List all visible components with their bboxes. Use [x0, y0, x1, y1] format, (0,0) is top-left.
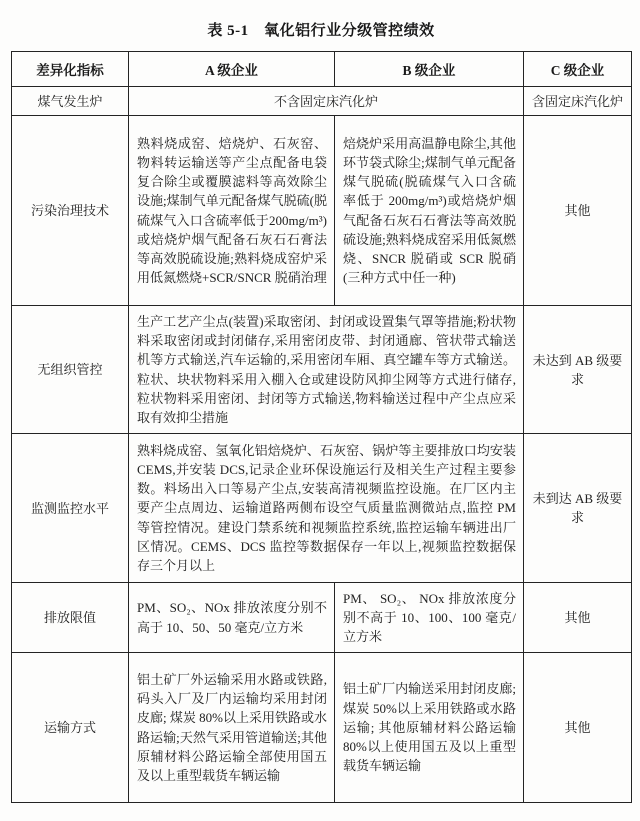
gas-furnace-c-cell: 含固定床汽化炉 [524, 87, 632, 116]
grading-table [11, 51, 632, 803]
row-emission-limit [12, 583, 632, 653]
row-monitoring-level [12, 434, 632, 583]
transport-mode-b-cell: 铝土矿厂内输送采用封闭皮廊;煤炭 50%以上采用铁路或水路运输; 其他原辅材料公路运输 80%以上使用国五及以上重型载货车辆运输 [335, 653, 524, 803]
emission-limit-a-cell: PM、SO₂、NOx 排放浓度分别不高于 10、50、50 毫克/立方米 [129, 583, 335, 653]
pollution-control-a-cell: 熟料烧成窑、焙烧炉、石灰窑、物料转运输送等产尘点配备电袋复合除尘或覆膜滤料等高效除尘设施;煤制气单元配备煤气脱硫(脱硫煤气入口含硫率低于200mg/m³) 或焙烧炉烟气配备石灰石石膏法等高效脱硫设施;熟料烧成窑炉采用低氮燃烧+SCR/SNCR 脱硝治理 [129, 116, 335, 306]
header-indicator: 差异化指标 [12, 52, 129, 87]
table-title: 表 5-1 氧化铝行业分级管控绩效 [207, 23, 435, 39]
row-transport-mode [12, 653, 632, 803]
monitoring-level-ab-cell: 熟料烧成窑、氢氧化铝焙烧炉、石灰窑、锅炉等主要排放口均安装 CEMS,并安装 DCS,记录企业环保设施运行及相关生产过程主要参数。料场出入口等易产尘点,安装高清视频监控设施。在厂区内主要产尘点周边、运输道路两侧布设空气质量监测微站点,监控 PM 等管控情况。建设门禁系统和视频监控系统,监控运输车辆进出厂区情况。CEMS、DCS 监控等数据保存一年以上,视频监控数据保存三个月以上 [129, 434, 524, 583]
pollution-control-c-cell: 其他 [524, 116, 632, 306]
transport-mode-c-cell: 其他 [524, 653, 632, 803]
gas-furnace-ab-cell: 不含固定床汽化炉 [129, 87, 524, 116]
header-grade-a: A 级企业 [129, 52, 335, 87]
emission-limit-b-cell: PM、 SO₂、 NOx 排放浓度分别不高于 10、100、100 毫克/立方米 [335, 583, 524, 653]
fugitive-control-c-cell: 未达到 AB 级要求 [524, 306, 632, 434]
fugitive-control-ab-cell: 生产工艺产尘点(装置)采取密闭、封闭或设置集气罩等措施;粉状物料采取密闭或封闭储存,采用密闭皮带、封闭通廊、管状带式输送机等方式输送,汽车运输的,采用密闭车厢、真空罐车等方式输送。粒状、块状物料采用入棚入仓或建设防风抑尘网等方式进行储存,粒状物料采用密闭、封闭等方式输送,物料输送过程中产尘点应采取有效抑尘措施 [129, 306, 524, 434]
row-pollution-control [12, 116, 632, 306]
pollution-control-indicator: 污染治理技术 [12, 116, 129, 306]
monitoring-level-indicator: 监测监控水平 [12, 434, 129, 583]
fugitive-control-indicator: 无组织管控 [12, 306, 129, 434]
transport-mode-a-cell: 铝土矿厂外运输采用水路或铁路,码头入厂及厂内运输均采用封闭皮廊; 煤炭 80%以上采用铁路或水路运输;天然气采用管道输送;其他原辅材料公路运输全部使用国五及以上重型载货车辆运输 [129, 653, 335, 803]
row-gas-furnace [12, 87, 632, 116]
emission-limit-indicator: 排放限值 [12, 583, 129, 653]
monitoring-level-c-cell: 未到达 AB 级要求 [524, 434, 632, 583]
gas-furnace-indicator: 煤气发生炉 [12, 87, 129, 116]
header-grade-c: C 级企业 [524, 52, 632, 87]
transport-mode-indicator: 运输方式 [12, 653, 129, 803]
header-grade-b: B 级企业 [335, 52, 524, 87]
row-fugitive-control [12, 306, 632, 434]
pollution-control-b-cell: 焙烧炉采用高温静电除尘,其他环节袋式除尘;煤制气单元配备煤气脱硫(脱硫煤气入口含硫率低于 200mg/m³)或焙烧炉烟气配备石灰石石膏法等高效脱硫设施;熟料烧成窑采用低氮燃烧、SNCR 脱硝或 SCR 脱硝(三种方式中任一种) [335, 116, 524, 306]
emission-limit-c-cell: 其他 [524, 583, 632, 653]
table-header-row [12, 52, 632, 87]
